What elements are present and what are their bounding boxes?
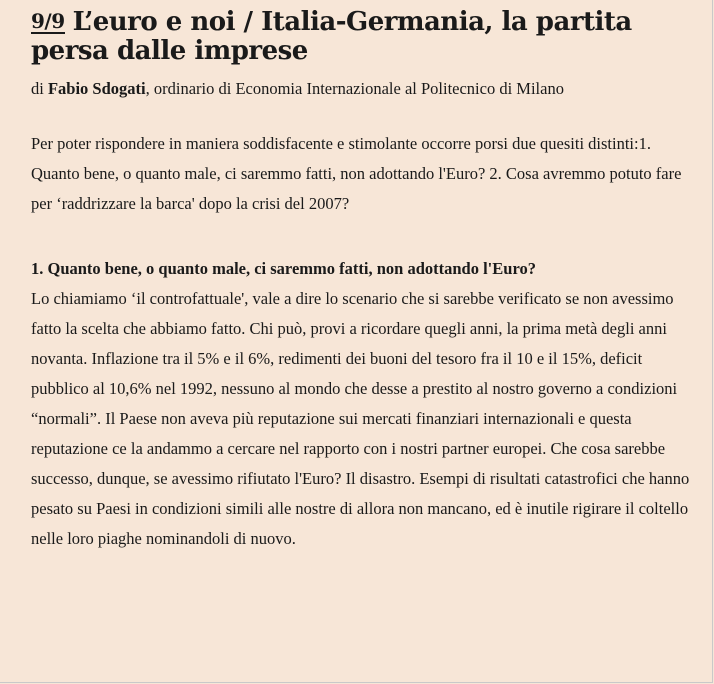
- headline-text: L’euro e noi / Italia-Germania, la partita persa dalle imprese: [31, 7, 632, 66]
- byline-prefix: di: [31, 79, 44, 98]
- intro-paragraph: Per poter rispondere in maniera soddisfacente e stimolante occorre porsi due quesiti distinti:1. Quanto bene, o quanto male, ci saremmo fatti, non adottando l'Euro? 2. Cosa avremmo potuto fare per ‘raddrizzare la barca' dopo la crisi del 2007?: [31, 134, 682, 213]
- byline: [31, 78, 696, 100]
- slide-counter: 9/9: [31, 9, 65, 33]
- section-body: Lo chiamiamo ‘il controfattuale', vale a dire lo scenario che si sarebbe verificato se non avessimo fatto la scelta che abbiamo fatto. Chi può, provi a ricordare quegli anni, la prima metà degli anni novanta. Inflazione tra il 5% e il 6%, redimenti dei buoni del tesoro fra il 10 e il 15%, deficit pubblico al 10,6% nel 1992, nessuno al mondo che desse a prestito al nostro governo a condizioni “normali”. Il Paese non aveva più reputazione sui mercati finanziari internazionali e questa reputazione ce la andammo a cercare nel rapporto con i nostri partner europei. Che cosa sarebbe successo, dunque, se avessimo rifiutato l'Euro? Il disastro. Esempi di risultati catastrofici che hanno pesato su Paesi in condizioni simili alle nostre di allora non mancano, ed è inutile rigirare il coltello nelle loro piaghe nominandoli di nuovo.: [31, 289, 690, 548]
- article: [31, 8, 696, 554]
- byline-role: , ordinario di Economia Internazionale al Politecnico di Milano: [145, 79, 564, 98]
- section-title: 1. Quanto bene, o quanto male, ci saremmo fatti, non adottando l'Euro?: [31, 259, 536, 278]
- headline: [31, 8, 696, 66]
- byline-author: Fabio Sdogati: [47, 79, 146, 98]
